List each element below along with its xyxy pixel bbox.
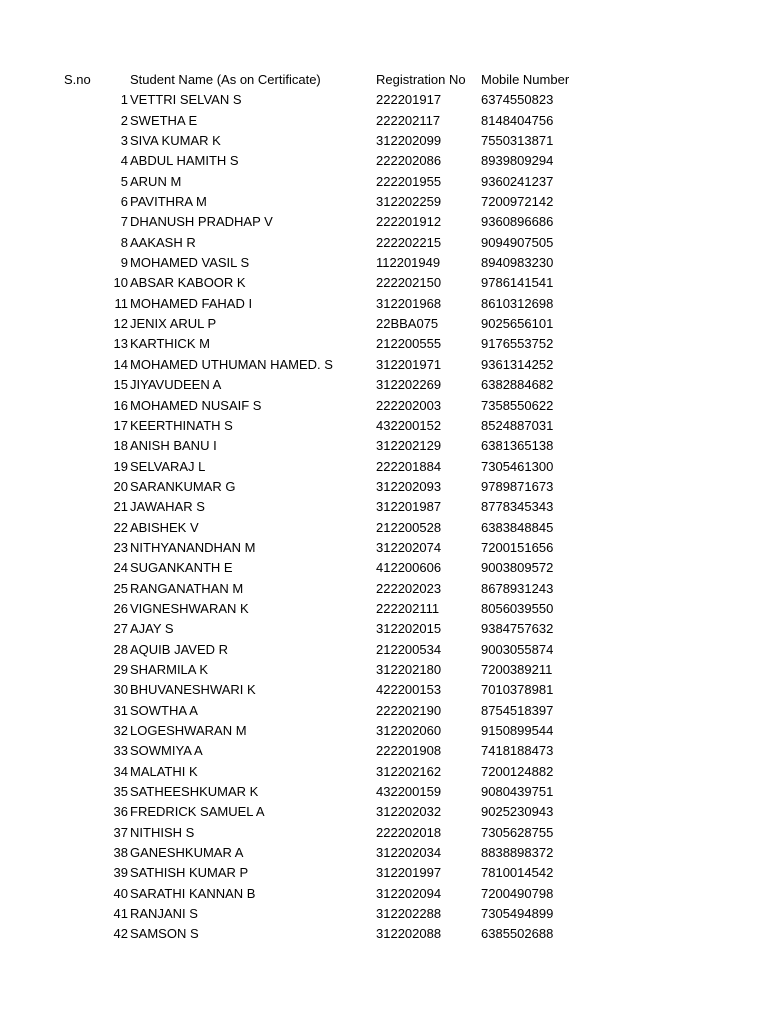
row-mobile-number: 8940983230 <box>481 255 554 271</box>
row-registration-no: 312202015 <box>376 621 442 637</box>
row-student-name: VIGNESHWARAN K <box>130 600 249 616</box>
row-registration-no: 312202259 <box>376 194 442 210</box>
table-row <box>0 212 768 232</box>
row-sno: 16 <box>113 397 128 413</box>
row-sno: 12 <box>113 316 128 332</box>
row-sno: 35 <box>113 784 128 800</box>
row-mobile-number: 9003809572 <box>481 560 554 576</box>
row-student-name: KEERTHINATH S <box>130 417 233 433</box>
row-registration-no: 212200555 <box>376 336 442 352</box>
row-sno: 31 <box>113 702 128 718</box>
row-sno: 8 <box>120 234 128 250</box>
row-mobile-number: 8678931243 <box>481 580 554 596</box>
row-registration-no: 222202023 <box>376 580 442 596</box>
table-row <box>0 192 768 212</box>
row-sno: 28 <box>113 641 128 657</box>
row-mobile-number: 9176553752 <box>481 336 554 352</box>
row-sno: 14 <box>113 356 128 372</box>
row-mobile-number: 8939809294 <box>481 153 554 169</box>
row-mobile-number: 8148404756 <box>481 112 554 128</box>
row-mobile-number: 9150899544 <box>481 723 554 738</box>
row-registration-no: 312202094 <box>376 885 442 901</box>
row-registration-no: 432200159 <box>376 784 442 800</box>
row-mobile-number: 8838898372 <box>481 845 554 861</box>
row-mobile-number: 6381365138 <box>481 438 554 454</box>
row-registration-no: 312201971 <box>376 356 442 372</box>
row-sno: 37 <box>113 824 128 840</box>
row-student-name: AJAY S <box>130 621 174 637</box>
row-registration-no: 222202150 <box>376 275 442 291</box>
row-student-name: SARANKUMAR G <box>130 478 236 494</box>
row-mobile-number: 7010378981 <box>481 682 554 698</box>
row-student-name: AAKASH R <box>130 234 196 250</box>
row-sno: 4 <box>120 153 128 169</box>
row-registration-no: 312202180 <box>376 661 442 677</box>
row-sno: 29 <box>113 661 128 677</box>
row-mobile-number: 7200490798 <box>481 885 554 901</box>
row-student-name: RANJANI S <box>130 906 198 922</box>
table-row <box>0 538 768 558</box>
table-row <box>0 762 768 782</box>
row-sno: 32 <box>113 723 128 738</box>
table-row <box>0 253 768 273</box>
row-student-name: SARATHI KANNAN B <box>130 885 256 901</box>
row-sno: 19 <box>113 458 128 474</box>
row-registration-no: 312202034 <box>376 845 442 861</box>
table-row <box>0 843 768 863</box>
table-body <box>0 90 768 944</box>
row-registration-no: 222202215 <box>376 234 442 250</box>
row-student-name: MOHAMED UTHUMAN HAMED. S <box>130 356 333 372</box>
row-student-name: JAWAHAR S <box>130 499 205 515</box>
row-mobile-number: 7305494899 <box>481 906 554 922</box>
row-mobile-number: 6385502688 <box>481 926 554 942</box>
table-row <box>0 294 768 314</box>
row-registration-no: 312202288 <box>376 906 442 922</box>
table-row <box>0 680 768 700</box>
row-sno: 25 <box>113 580 128 596</box>
row-mobile-number: 7200151656 <box>481 539 554 555</box>
row-registration-no: 312202060 <box>376 723 442 738</box>
row-registration-no: 222202190 <box>376 702 442 718</box>
row-student-name: SATHISH KUMAR P <box>130 865 249 881</box>
row-mobile-number: 9003055874 <box>481 641 554 657</box>
table-row <box>0 660 768 680</box>
row-registration-no: 312202088 <box>376 926 442 942</box>
row-mobile-number: 9360896686 <box>481 214 554 230</box>
row-mobile-number: 6382884682 <box>481 377 554 393</box>
table-row <box>0 721 768 741</box>
table-row <box>0 355 768 375</box>
row-sno: 38 <box>113 845 128 861</box>
row-sno: 6 <box>120 194 128 210</box>
row-registration-no: 112201949 <box>376 255 441 271</box>
table-row <box>0 823 768 843</box>
row-mobile-number: 9789871673 <box>481 478 554 494</box>
row-student-name: VETTRI SELVAN S <box>130 92 242 108</box>
table-row <box>0 802 768 822</box>
table-row <box>0 497 768 517</box>
row-mobile-number: 6374550823 <box>481 92 554 108</box>
row-sno: 17 <box>113 417 128 433</box>
row-student-name: SHARMILA K <box>130 661 209 677</box>
table-row <box>0 863 768 883</box>
row-registration-no: 222202086 <box>376 153 442 169</box>
table-row <box>0 558 768 578</box>
row-sno: 9 <box>120 255 128 271</box>
table-row <box>0 884 768 904</box>
row-mobile-number: 9094907505 <box>481 234 554 250</box>
row-registration-no: 312202162 <box>376 763 442 779</box>
row-registration-no: 312202093 <box>376 478 442 494</box>
row-registration-no: 312202099 <box>376 133 442 149</box>
header-student-name: Student Name (As on Certificate) <box>130 72 321 87</box>
row-mobile-number: 7200389211 <box>481 661 553 677</box>
row-registration-no: 222202117 <box>376 112 441 128</box>
row-student-name: SIVA KUMAR K <box>130 133 221 149</box>
table-row <box>0 782 768 802</box>
header-mobile-number: Mobile Number <box>481 72 570 87</box>
row-student-name: GANESHKUMAR A <box>130 845 244 861</box>
row-student-name: BHUVANESHWARI K <box>130 682 256 698</box>
table-row <box>0 904 768 924</box>
row-mobile-number: 9361314252 <box>481 356 554 372</box>
student-table <box>0 70 768 945</box>
row-registration-no: 212200528 <box>376 519 442 535</box>
row-student-name: DHANUSH PRADHAP V <box>130 214 273 230</box>
row-student-name: RANGANATHAN M <box>130 580 244 596</box>
table-row <box>0 273 768 293</box>
table-row <box>0 416 768 436</box>
row-mobile-number: 8754518397 <box>481 702 554 718</box>
row-registration-no: 22BBA075 <box>376 316 439 332</box>
row-student-name: MOHAMED VASIL S <box>130 255 250 271</box>
row-student-name: NITHYANANDHAN M <box>130 539 256 555</box>
row-registration-no: 222201955 <box>376 173 442 189</box>
row-sno: 5 <box>120 173 128 189</box>
row-sno: 22 <box>113 519 128 535</box>
row-student-name: JENIX ARUL P <box>130 316 217 332</box>
row-sno: 39 <box>113 865 128 881</box>
row-sno: 3 <box>120 133 128 149</box>
row-mobile-number: 9360241237 <box>481 173 554 189</box>
row-sno: 41 <box>113 906 128 922</box>
row-student-name: MALATHI K <box>130 763 198 779</box>
table-row <box>0 640 768 660</box>
table-header-row <box>0 70 768 90</box>
row-sno: 1 <box>120 92 128 108</box>
row-sno: 2 <box>120 112 128 128</box>
table-row <box>0 90 768 110</box>
header-sno: S.no <box>64 72 91 87</box>
row-registration-no: 222201912 <box>376 214 442 230</box>
row-student-name: ANISH BANU I <box>130 438 217 454</box>
row-sno: 15 <box>113 377 128 393</box>
row-registration-no: 222201884 <box>376 458 442 474</box>
row-registration-no: 312202269 <box>376 377 442 393</box>
table-row <box>0 924 768 944</box>
row-student-name: SWETHA E <box>130 112 198 128</box>
row-mobile-number: 8056039550 <box>481 600 554 616</box>
table-row <box>0 314 768 334</box>
row-student-name: ARUN M <box>130 173 182 189</box>
row-registration-no: 312201968 <box>376 295 442 311</box>
row-student-name: FREDRICK SAMUEL A <box>130 804 265 820</box>
row-student-name: SELVARAJ L <box>130 458 206 474</box>
row-mobile-number: 9025230943 <box>481 804 554 820</box>
row-mobile-number: 9384757632 <box>481 621 554 637</box>
row-sno: 7 <box>120 214 128 230</box>
row-registration-no: 412200606 <box>376 560 442 576</box>
row-sno: 27 <box>113 621 128 637</box>
row-student-name: SATHEESHKUMAR K <box>130 784 259 800</box>
table-row <box>0 131 768 151</box>
row-registration-no: 212200534 <box>376 641 442 657</box>
row-registration-no: 222202003 <box>376 397 442 413</box>
row-sno: 40 <box>113 885 128 901</box>
row-student-name: SAMSON S <box>130 926 199 942</box>
row-mobile-number: 6383848845 <box>481 519 554 535</box>
table-row <box>0 457 768 477</box>
row-mobile-number: 9080439751 <box>481 784 554 800</box>
table-row <box>0 233 768 253</box>
row-mobile-number: 7418188473 <box>481 743 554 759</box>
row-student-name: PAVITHRA M <box>130 194 207 210</box>
row-sno: 26 <box>113 600 128 616</box>
table-row <box>0 111 768 131</box>
header-registration-no: Registration No <box>376 72 466 87</box>
row-mobile-number: 7305628755 <box>481 824 554 840</box>
row-mobile-number: 7305461300 <box>481 458 554 474</box>
table-row <box>0 741 768 761</box>
row-student-name: ABISHEK V <box>130 519 199 535</box>
row-registration-no: 222202111 <box>376 600 440 616</box>
row-student-name: JIYAVUDEEN A <box>130 377 222 393</box>
row-registration-no: 222201908 <box>376 743 442 759</box>
row-sno: 10 <box>113 275 128 291</box>
table-row <box>0 619 768 639</box>
row-sno: 18 <box>113 438 128 454</box>
row-mobile-number: 9786141541 <box>481 275 554 291</box>
row-mobile-number: 8610312698 <box>481 295 554 311</box>
row-sno: 33 <box>113 743 128 759</box>
table-row <box>0 518 768 538</box>
row-mobile-number: 7550313871 <box>481 133 554 149</box>
row-student-name: SOWMIYA A <box>130 743 203 759</box>
row-sno: 11 <box>114 295 128 311</box>
row-sno: 21 <box>113 499 128 515</box>
row-sno: 24 <box>113 560 128 576</box>
row-mobile-number: 7200972142 <box>481 194 554 210</box>
table-row <box>0 477 768 497</box>
row-student-name: SOWTHA A <box>130 702 198 718</box>
row-student-name: AQUIB JAVED R <box>130 641 229 657</box>
table-row <box>0 172 768 192</box>
row-student-name: ABSAR KABOOR K <box>130 275 246 291</box>
row-student-name: SUGANKANTH E <box>130 560 233 576</box>
row-registration-no: 422200153 <box>376 682 442 698</box>
table-row <box>0 436 768 456</box>
row-student-name: KARTHICK M <box>130 336 210 352</box>
row-sno: 30 <box>113 682 128 698</box>
table-row <box>0 701 768 721</box>
table-row <box>0 396 768 416</box>
row-student-name: LOGESHWARAN M <box>130 723 247 738</box>
row-sno: 34 <box>113 763 128 779</box>
row-sno: 20 <box>113 478 128 494</box>
row-mobile-number: 7200124882 <box>481 763 554 779</box>
row-student-name: NITHISH S <box>130 824 195 840</box>
row-registration-no: 222201917 <box>376 92 442 108</box>
row-sno: 36 <box>113 804 128 820</box>
table-row <box>0 334 768 354</box>
row-mobile-number: 7358550622 <box>481 397 554 413</box>
row-registration-no: 312202129 <box>376 438 442 454</box>
row-registration-no: 312202032 <box>376 804 442 820</box>
row-registration-no: 222202018 <box>376 824 442 840</box>
table-row <box>0 579 768 599</box>
row-mobile-number: 8524887031 <box>481 417 554 433</box>
row-registration-no: 312202074 <box>376 539 442 555</box>
row-sno: 42 <box>113 926 128 942</box>
row-registration-no: 432200152 <box>376 417 442 433</box>
row-registration-no: 312201987 <box>376 499 442 515</box>
row-registration-no: 312201997 <box>376 865 442 881</box>
row-student-name: ABDUL HAMITH S <box>130 153 239 169</box>
row-mobile-number: 7810014542 <box>481 865 554 881</box>
table-row <box>0 151 768 171</box>
row-mobile-number: 9025656101 <box>481 316 554 332</box>
row-student-name: MOHAMED NUSAIF S <box>130 397 262 413</box>
row-sno: 23 <box>113 539 128 555</box>
row-sno: 13 <box>113 336 128 352</box>
row-student-name: MOHAMED FAHAD I <box>130 295 253 311</box>
table-row <box>0 375 768 395</box>
row-mobile-number: 8778345343 <box>481 499 554 515</box>
table-row <box>0 599 768 619</box>
